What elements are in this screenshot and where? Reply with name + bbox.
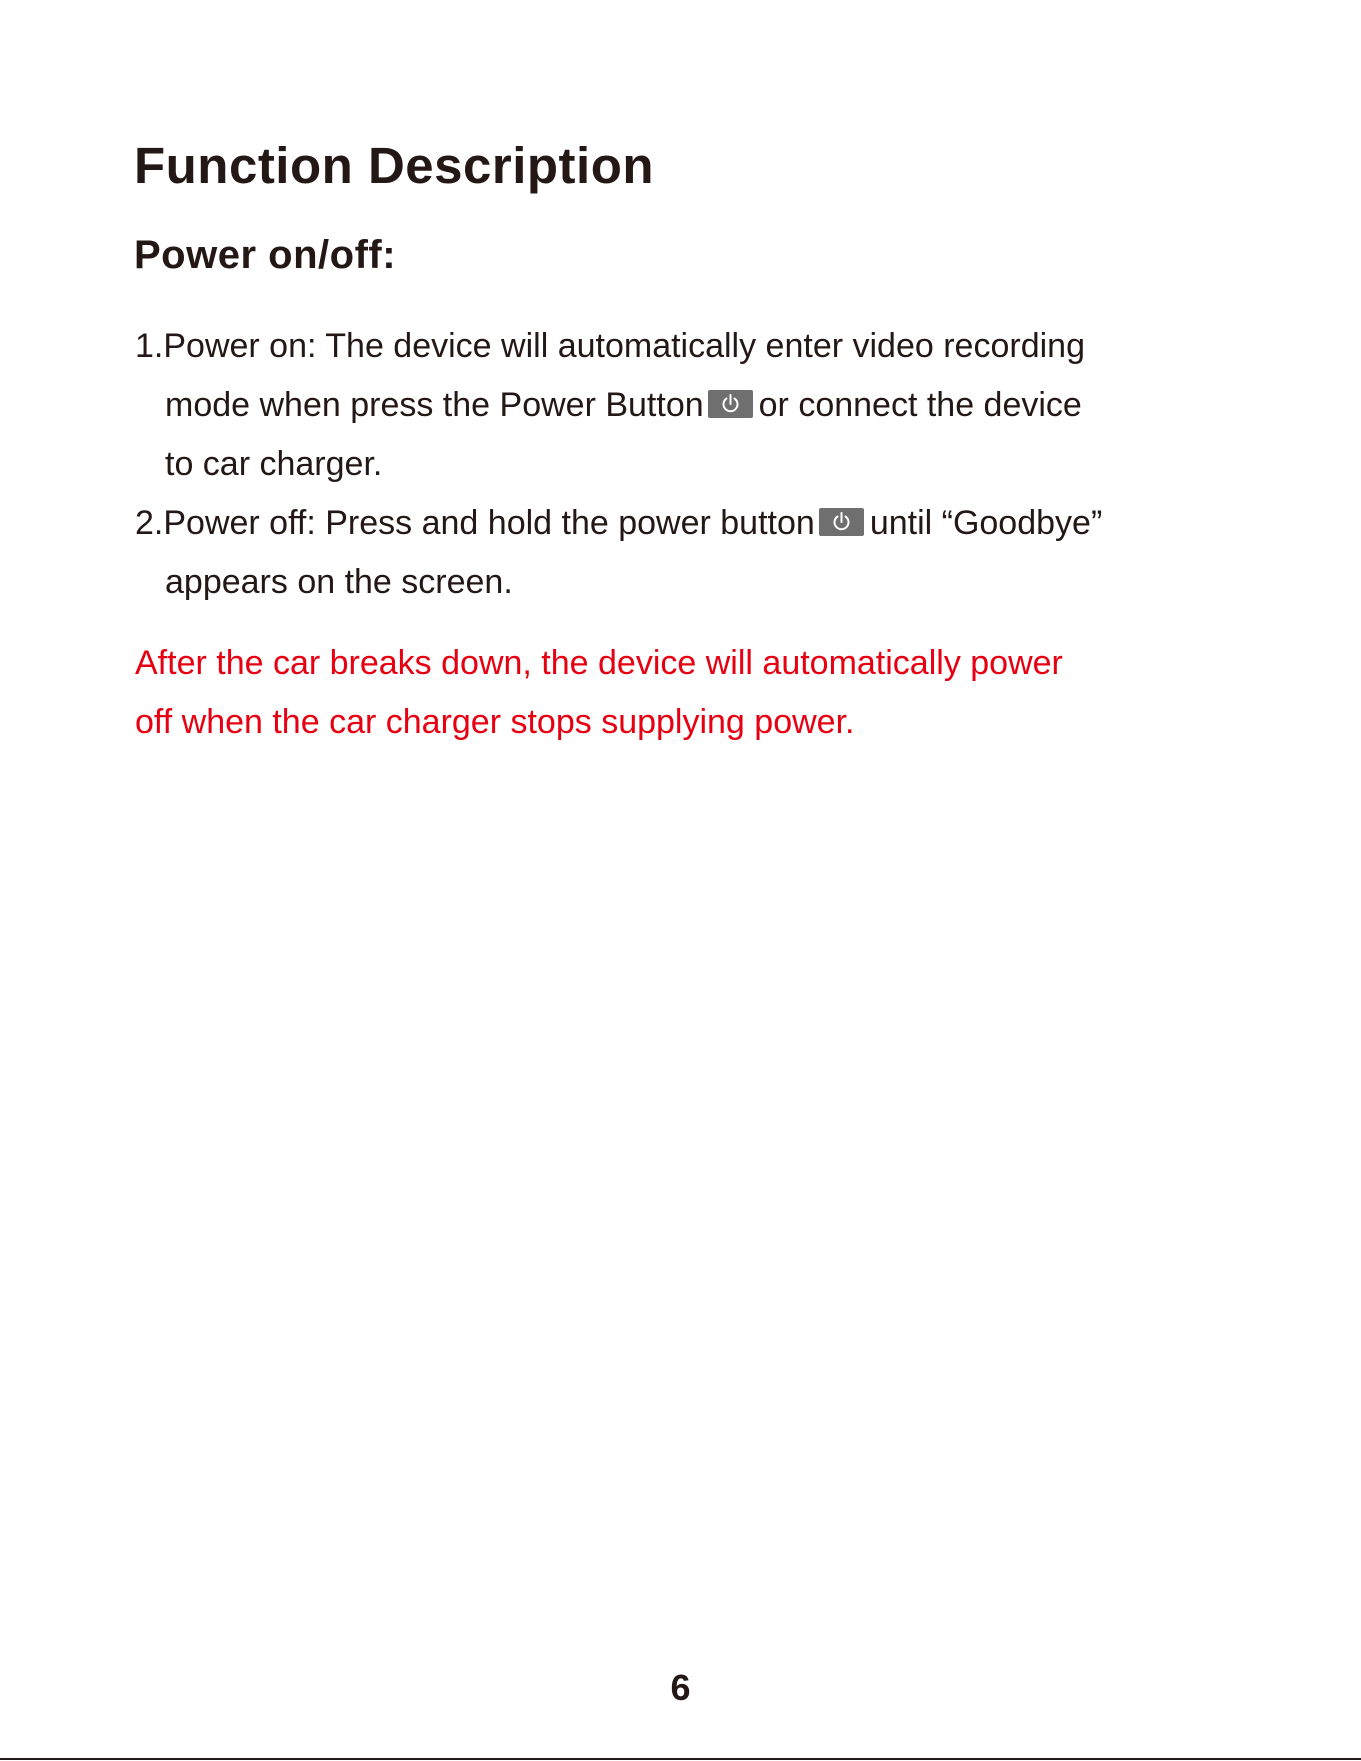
power-icon <box>819 508 864 536</box>
section-title: Power on/off: <box>134 233 397 277</box>
warning-note-line-1: After the car breaks down, the device will automatically power <box>135 644 1063 682</box>
page-title: Function Description <box>134 137 654 194</box>
item-2-line-1-text-before: 2.Power off: Press and hold the power button <box>135 504 815 542</box>
item-2-line-1 <box>135 501 1102 545</box>
item-1-line-2-text-after: or connect the device <box>758 386 1082 424</box>
item-2-line-2: appears on the screen. <box>165 563 513 601</box>
warning-note-line-2: off when the car charger stops supplying power. <box>135 703 855 741</box>
item-1-line-2 <box>165 383 1082 427</box>
bottom-rule <box>0 1758 1361 1760</box>
item-1-line-1: 1.Power on: The device will automatically enter video recording <box>135 327 1085 365</box>
item-2-line-1-text-after: until “Goodbye” <box>869 504 1103 542</box>
item-1-line-3: to car charger. <box>165 445 383 483</box>
item-1-line-2-text-before: mode when press the Power Button <box>165 386 704 424</box>
power-icon <box>708 390 753 418</box>
page-number: 6 <box>670 1667 691 1708</box>
